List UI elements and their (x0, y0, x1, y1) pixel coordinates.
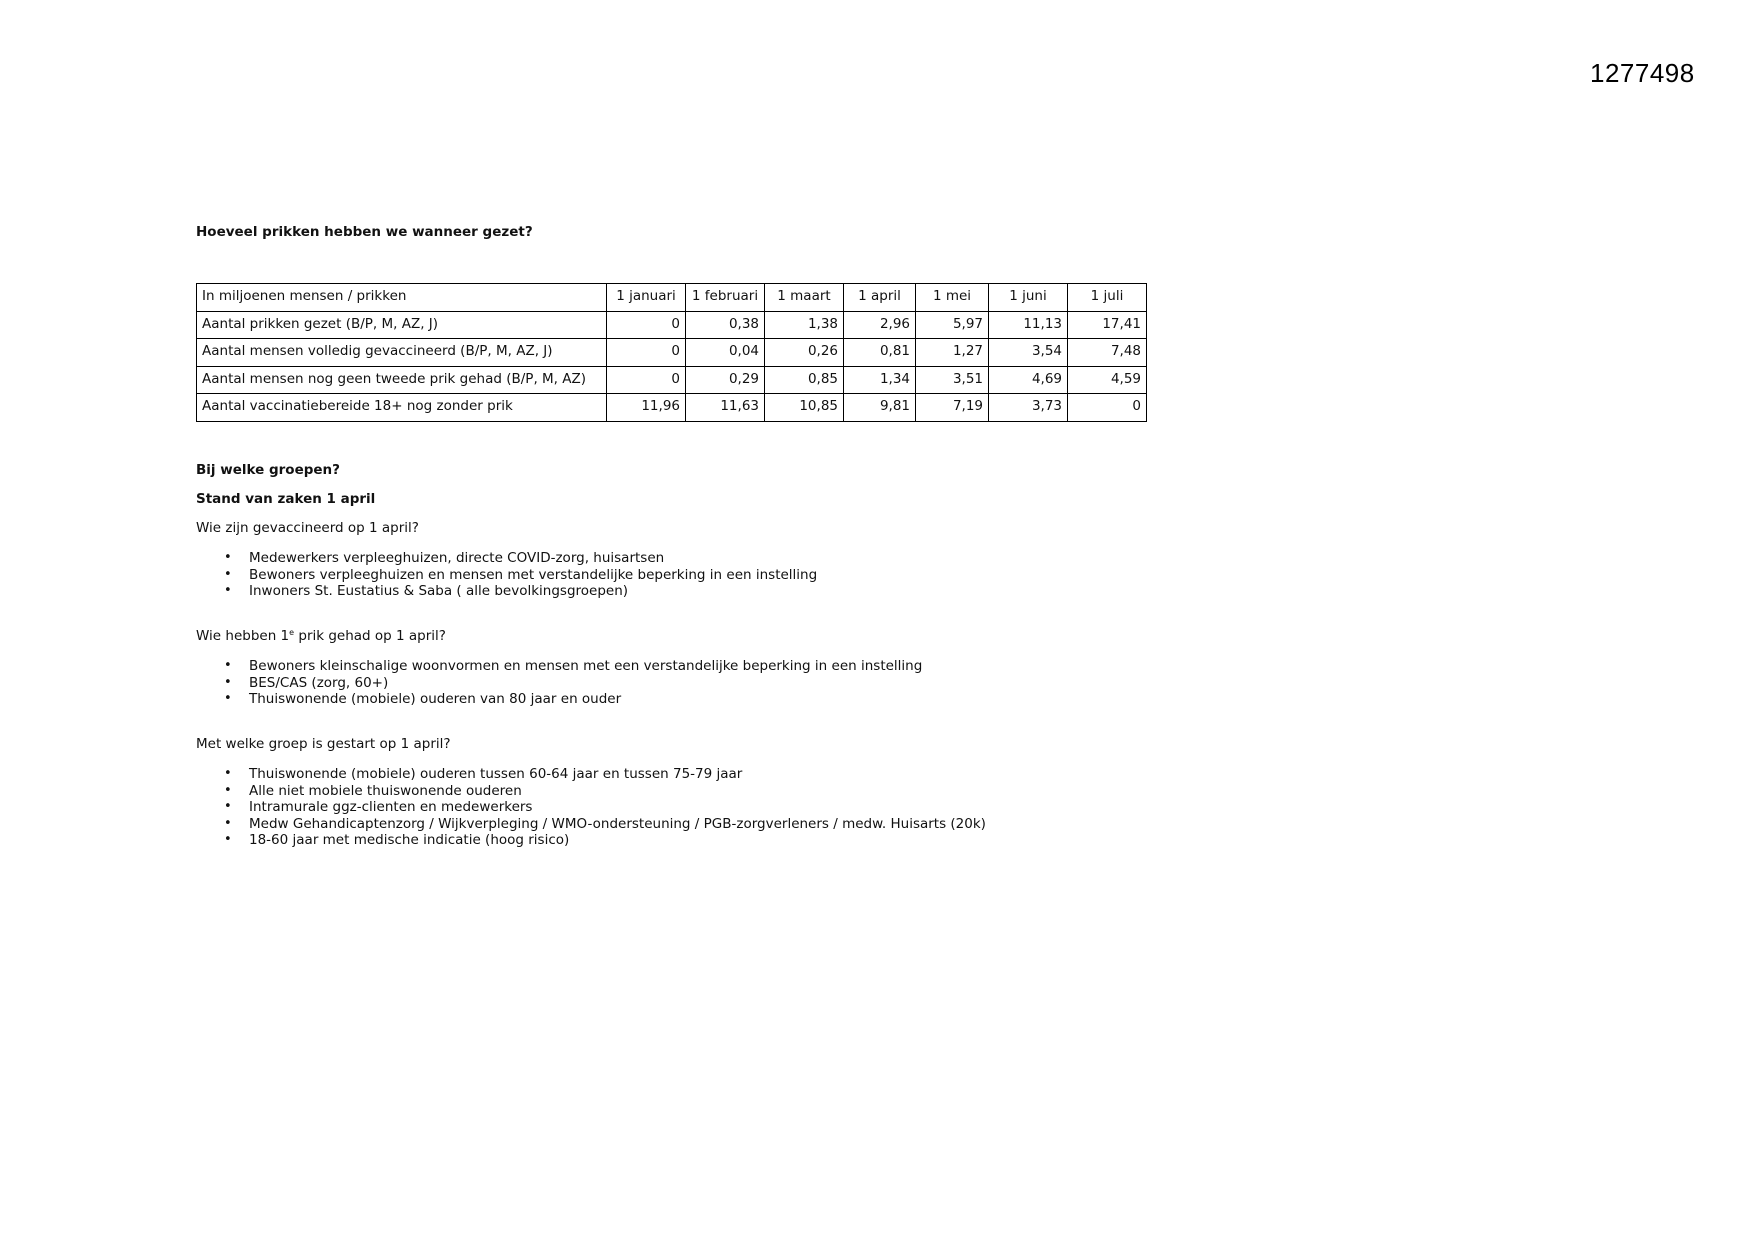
table-cell: 11,63 (686, 394, 765, 422)
bullet-icon: • (224, 782, 232, 798)
list-item-text: 18-60 jaar met medische indicatie (hoog risico) (249, 832, 570, 848)
list-item (196, 766, 986, 783)
column-header: 1 februari (686, 284, 765, 312)
list-item-text: Bewoners verpleeghuizen en mensen met verstandelijke beperking in een instelling (249, 566, 818, 583)
list-item (196, 832, 986, 849)
row-label: Aantal prikken gezet (B/P, M, AZ, J) (197, 311, 607, 339)
section-subtitle-stand: Stand van zaken 1 april (196, 491, 376, 507)
question-prefix: Wie hebben 1 (196, 628, 290, 644)
bullet-icon: • (224, 815, 232, 831)
table-corner-label: In miljoenen mensen / prikken (197, 284, 607, 312)
list-item (196, 658, 922, 675)
table-cell: 0,04 (686, 339, 765, 367)
table-cell: 2,96 (844, 311, 916, 339)
table-row (197, 394, 1147, 422)
table-cell: 11,96 (607, 394, 686, 422)
question-suffix: prik gehad op 1 april? (294, 628, 446, 644)
table-cell: 0,26 (765, 339, 844, 367)
column-header: 1 maart (765, 284, 844, 312)
bullet-icon: • (224, 583, 232, 598)
bullet-icon: • (224, 799, 232, 814)
list-item-text: Medewerkers verpleeghuizen, directe COVID-zorg, huisartsen (249, 550, 665, 566)
list-item (196, 783, 986, 800)
list-item (196, 816, 986, 833)
list-item (196, 550, 817, 567)
table-cell: 1,34 (844, 366, 916, 394)
bullet-icon: • (224, 658, 232, 673)
table-header-row (197, 284, 1147, 312)
bullet-icon: • (224, 566, 232, 582)
table-cell: 0,38 (686, 311, 765, 339)
table-cell: 3,54 (989, 339, 1068, 367)
row-label: Aantal mensen volledig gevaccineerd (B/P, M, AZ, J) (197, 339, 607, 367)
table-row (197, 366, 1147, 394)
table-row (197, 339, 1147, 367)
list-eerste-prik (196, 658, 922, 708)
bullet-icon: • (224, 550, 232, 565)
list-item (196, 567, 817, 584)
column-header: 1 april (844, 284, 916, 312)
column-header: 1 mei (916, 284, 989, 312)
table-cell: 1,27 (916, 339, 989, 367)
table-cell: 0 (607, 366, 686, 394)
list-item-text: Alle niet mobiele thuiswonende ouderen (249, 782, 522, 799)
question-gevaccineerd: Wie zijn gevaccineerd op 1 april? (196, 520, 419, 536)
table-cell: 17,41 (1068, 311, 1147, 339)
question-gestart: Met welke groep is gestart op 1 april? (196, 736, 451, 752)
table-cell: 0 (607, 339, 686, 367)
table-cell: 0,81 (844, 339, 916, 367)
table-cell: 10,85 (765, 394, 844, 422)
table-cell: 7,48 (1068, 339, 1147, 367)
table-cell: 4,59 (1068, 366, 1147, 394)
list-item-text: Thuiswonende (mobiele) ouderen van 80 jaar en ouder (249, 691, 622, 707)
vaccination-table (196, 283, 1147, 422)
list-item-text: Bewoners kleinschalige woonvormen en mensen met een verstandelijke beperking in een instelling (249, 658, 923, 674)
list-item (196, 675, 922, 692)
row-label: Aantal vaccinatiebereide 18+ nog zonder prik (197, 394, 607, 422)
list-item (196, 583, 817, 600)
table-cell: 0,85 (765, 366, 844, 394)
table-row (197, 311, 1147, 339)
list-item-text: Intramurale ggz-clienten en medewerkers (249, 799, 533, 815)
table-cell: 9,81 (844, 394, 916, 422)
table-cell: 11,13 (989, 311, 1068, 339)
table-cell: 0 (607, 311, 686, 339)
document-id: 1277498 (1590, 58, 1695, 88)
table-cell: 0 (1068, 394, 1147, 422)
list-gestart (196, 766, 986, 849)
section-title-groepen: Bij welke groepen? (196, 462, 340, 478)
table-cell: 5,97 (916, 311, 989, 339)
section-title-prikken: Hoeveel prikken hebben we wanneer gezet? (196, 224, 533, 240)
row-label: Aantal mensen nog geen tweede prik gehad (B/P, M, AZ) (197, 366, 607, 394)
list-item-text: Thuiswonende (mobiele) ouderen tussen 60-64 jaar en tussen 75-79 jaar (249, 766, 743, 782)
list-item-text: Medw Gehandicaptenzorg / Wijkverpleging / WMO-ondersteuning / PGB-zorgverleners / medw. Huisarts (20k) (249, 815, 986, 832)
column-header: 1 juli (1068, 284, 1147, 312)
question-eerste-prik (196, 628, 446, 644)
table-cell: 3,51 (916, 366, 989, 394)
list-item (196, 799, 986, 816)
list-item (196, 691, 922, 708)
bullet-icon: • (224, 674, 232, 690)
bullet-icon: • (224, 766, 232, 781)
column-header: 1 januari (607, 284, 686, 312)
table-cell: 7,19 (916, 394, 989, 422)
list-item-text: BES/CAS (zorg, 60+) (249, 674, 389, 691)
bullet-icon: • (224, 832, 232, 847)
table-cell: 1,38 (765, 311, 844, 339)
list-item-text: Inwoners St. Eustatius & Saba ( alle bevolkingsgroepen) (249, 583, 629, 599)
table-cell: 4,69 (989, 366, 1068, 394)
list-gevaccineerd (196, 550, 817, 600)
bullet-icon: • (224, 691, 232, 706)
column-header: 1 juni (989, 284, 1068, 312)
table-cell: 3,73 (989, 394, 1068, 422)
table-cell: 0,29 (686, 366, 765, 394)
question-superscript: e (289, 628, 295, 637)
